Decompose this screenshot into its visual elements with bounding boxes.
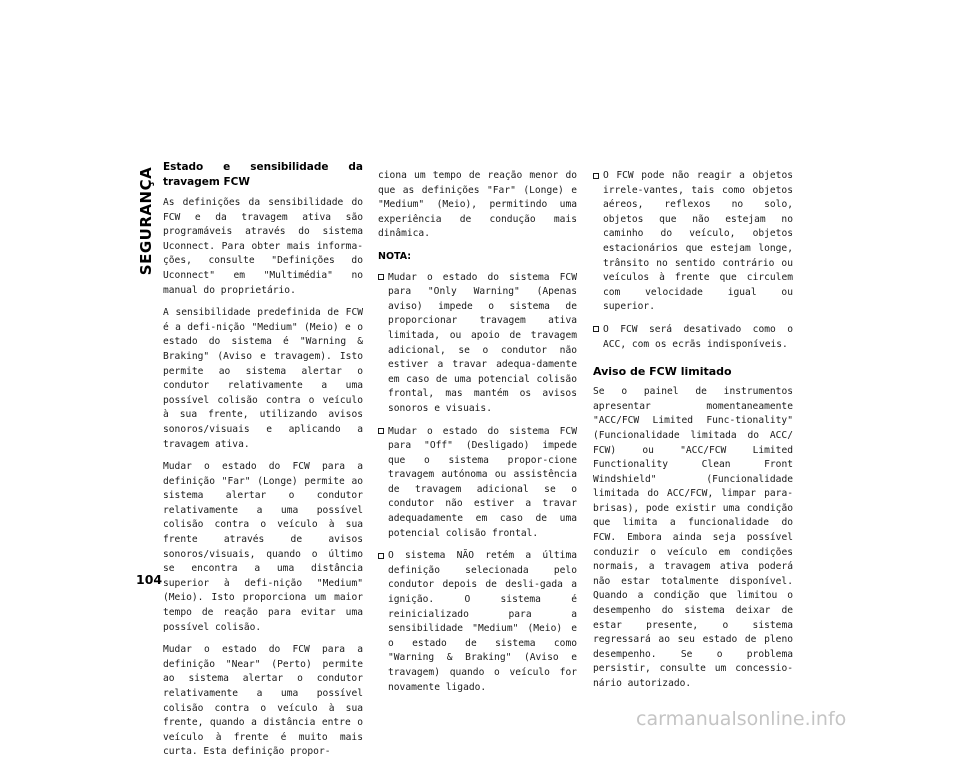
list-item-text: O sistema NÃO retém a última definição selecionada pelo condutor depois de desli-gada a ignição. O sistema é reinicializado para a sensibilidade "Medium" (Meio) e o estado de sistema como "Warning & Braking" (Aviso e travagem) quando o veículo for novamente ligado. xyxy=(388,550,577,693)
heading-limited-fcw-warning: Aviso de FCW limitado xyxy=(593,365,732,379)
checkbox-bullet-icon xyxy=(593,326,599,332)
paragraph: Se o painel de instrumentos apresentar momentaneamente "ACC/FCW Limited Func-tionality" (Funcionalidade limitada do ACC/ FCW) ou "ACC/FCW Limited Functionality Clean Front Windshield" (Funcionalidade limitada do ACC/FCW, limpar para-brisas), pode existir uma condição que limita a funcionalidade do FCW. Embora ainda seja possível conduzir o veículo em condições normais, a travagem ativa poderá não estar totalmente disponível. Quando a condição que limitou o desempenho do sistema deixar de estar presente, o sistema regressará ao seu estado de pleno desempenho. Se o problema persistir, consulte um concessio-nário autorizado. xyxy=(593,386,793,689)
list-item xyxy=(593,323,793,352)
list-item xyxy=(378,425,577,542)
column-3 xyxy=(593,169,793,700)
list-item xyxy=(378,271,577,417)
list-item-text: O FCW será desativado como o ACC, com os ecrãs indisponíveis. xyxy=(603,323,793,350)
list-item-text: Mudar o estado do sistema FCW para "Only Warning" (Apenas aviso) impede o sistema de proporcionar travagem ativa limitada, ou apoio de travagem adicional, se o condutor não estiver a travar adequa-damente em caso de uma potencial colisão frontal, mas mantém os avisos sonoros e visuais. xyxy=(388,271,577,414)
list-item xyxy=(593,169,793,315)
heading-fcw-status-sensitivity: Estado e sensibilidade da travagem FCW xyxy=(163,161,363,188)
column-1 xyxy=(163,160,363,768)
checkbox-bullet-icon xyxy=(378,553,384,559)
note-list-continued xyxy=(593,169,793,352)
paragraph: As definições da sensibilidade do FCW e da travagem ativa são programáveis através do sistema Uconnect. Para obter mais informa-ções, consulte "Definições do Uconnect" em "Multimédia" no manual do proprietário. xyxy=(163,197,363,296)
list-item-text: Mudar o estado do sistema FCW para "Off" (Desligado) impede que o sistema propor-cione travagem autónoma ou assistência de travagem adicional se o condutor não estiver a travar adequadamente em caso de uma potencial colisão frontal. xyxy=(388,425,577,539)
page-number: 104 xyxy=(136,572,163,587)
paragraph: Mudar o estado do FCW para a definição "Far" (Longe) permite ao sistema alertar o condutor relativamente a uma possível colisão contra o veículo à sua frente através de avisos sonoros/visuais, quando o último se encontra a uma distância superior à defi-nição "Medium" (Meio). Isto proporciona um maior tempo de reação para evitar uma possível colisão. xyxy=(163,461,363,633)
paragraph: Mudar o estado do FCW para a definição "Near" (Perto) permite ao sistema alertar o condutor relativamente a uma possível colisão contra o veículo à sua frente, quando a distância entre o veículo à frente é muito mais curta. Esta definição propor- xyxy=(163,644,363,758)
checkbox-bullet-icon xyxy=(378,274,384,280)
note-list xyxy=(378,271,577,696)
column-2 xyxy=(378,169,577,703)
list-item xyxy=(378,549,577,695)
checkbox-bullet-icon xyxy=(378,428,384,434)
note-label: NOTA: xyxy=(378,250,412,262)
paragraph: A sensibilidade predefinida de FCW é a defi-nição "Medium" (Meio) e o estado do sistema é "Warning & Braking" (Aviso e travagem). Isto permite ao sistema alertar o condutor relativamente a uma possível colisão contra o veículo à sua frente, utilizando avisos sonoros/visuais e aplicando a travagem ativa. xyxy=(163,307,363,450)
section-side-tab-label: SEGURANÇA xyxy=(137,166,155,275)
footer-watermark: carmanualsonline.info xyxy=(636,708,847,730)
list-item-text: O FCW pode não reagir a objetos irrele-vantes, tais como objetos aéreos, reflexos no solo, objetos que não estejam no caminho do veículo, objetos estacionários que estejam longe, trânsito no sentido contrário ou veículos à frente que circulem com velocidade igual ou superior. xyxy=(603,170,793,313)
section-side-tab xyxy=(136,168,156,273)
checkbox-bullet-icon xyxy=(593,173,599,179)
paragraph: ciona um tempo de reação menor do que as definições "Far" (Longe) e "Medium" (Meio), permitindo uma experiência de condução mais dinâmica. xyxy=(378,170,577,240)
